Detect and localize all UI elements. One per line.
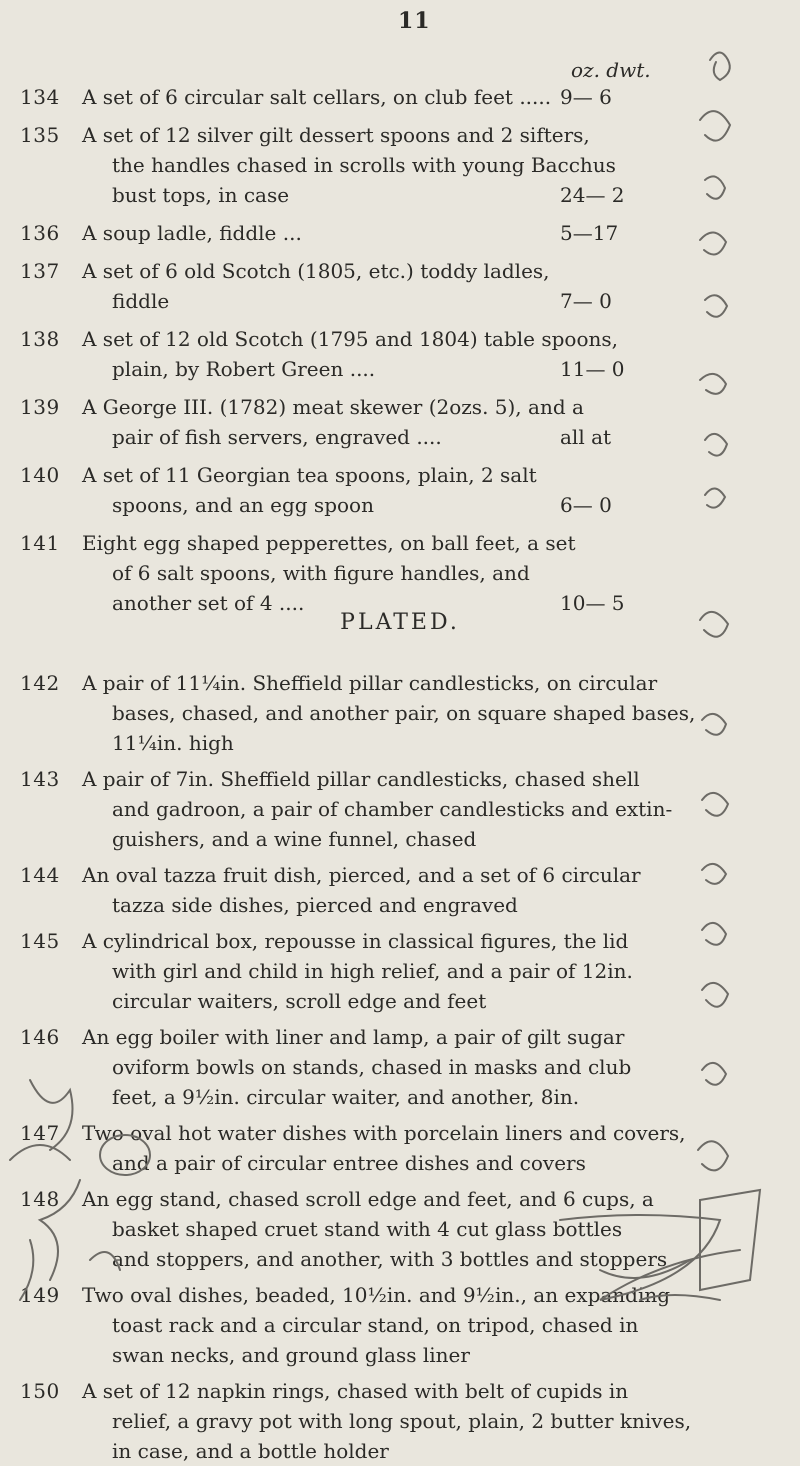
lot-description-line: of 6 salt spoons, with figure handles, and [112, 561, 530, 585]
lot-description [82, 926, 682, 1016]
lot-description-line: the handles chased in scrolls with young Bacchus [112, 153, 616, 177]
lot-weight: 24— 2 [560, 183, 625, 207]
lot-description-line: bust tops, in case [112, 183, 290, 207]
lot-description-line: A set of 12 napkin rings, chased with belt of cupids in [82, 1379, 629, 1403]
lot-description-line: A George III. (1782) meat skewer (2ozs. 5), and a [82, 395, 584, 419]
lot-description-line: bases, chased, and another pair, on square shaped bases, [112, 701, 696, 725]
lot-weight: 7— 0 [560, 289, 612, 313]
lot-description [82, 1022, 682, 1112]
lot-description-line: feet, a 9½in. circular waiter, and another, 8in. [112, 1085, 580, 1109]
lot-description-line: and stoppers, and another, with 3 bottles and stoppers [112, 1247, 668, 1271]
lot-description-line: A cylindrical box, repousse in classical figures, the lid [82, 929, 629, 953]
lot-number: 139 [20, 395, 60, 419]
lot-description-line: A pair of 7in. Sheffield pillar candlesticks, chased shell [82, 767, 640, 791]
lot-weight: 6— 0 [560, 493, 612, 517]
lot-description-line: A set of 12 old Scotch (1795 and 1804) table spoons, [82, 327, 619, 351]
lot-weight: 9— 6 [560, 85, 612, 109]
lot-number: 149 [20, 1283, 60, 1307]
lot-description-line: A set of 6 circular salt cellars, on club feet ..... [82, 85, 552, 109]
lot-number: 144 [20, 863, 60, 887]
lot-description [82, 1280, 682, 1370]
lot-description-line: tazza side dishes, pierced and engraved [112, 893, 518, 917]
lot-number: 143 [20, 767, 60, 791]
lot-description-line: An oval tazza fruit dish, pierced, and a set of 6 circular [82, 863, 641, 887]
lot-description [82, 1184, 682, 1274]
lot-description [82, 1376, 692, 1466]
lot-description-line: Eight egg shaped pepperettes, on ball feet, a set [82, 531, 576, 555]
lot-description-line: A set of 6 old Scotch (1805, etc.) toddy ladles, [82, 259, 550, 283]
lot-description-line: A soup ladle, fiddle ... [82, 221, 302, 245]
lot-number: 146 [20, 1025, 60, 1049]
lot-description-line: basket shaped cruet stand with 4 cut glass bottles [112, 1217, 623, 1241]
lot-description-line: A set of 11 Georgian tea spoons, plain, 2 salt [82, 463, 537, 487]
lot-number: 148 [20, 1187, 60, 1211]
page-number: 11 [398, 8, 431, 34]
lot-number: 142 [20, 671, 60, 695]
lot-number: 136 [20, 221, 60, 245]
lot-description [82, 668, 696, 758]
lot-weight: 10— 5 [560, 591, 625, 615]
lot-number: 150 [20, 1379, 60, 1403]
section-title: PLATED. [340, 610, 460, 635]
lot-description-line: swan necks, and ground glass liner [112, 1343, 470, 1367]
lot-description-line: circular waiters, scroll edge and feet [112, 989, 487, 1013]
lot-number: 135 [20, 123, 60, 147]
lot-number: 138 [20, 327, 60, 351]
lot-description-line: spoons, and an egg spoon [112, 493, 374, 517]
lot-description-line: pair of fish servers, engraved .... [112, 425, 442, 449]
lot-description-line: plain, by Robert Green .... [112, 357, 376, 381]
lot-description-line: fiddle [112, 289, 170, 313]
lot-description-line: another set of 4 .... [112, 591, 305, 615]
lot-description-line: Two oval dishes, beaded, 10½in. and 9½in., an expanding [82, 1283, 671, 1307]
lot-description-line: 11¼in. high [112, 731, 234, 755]
lot-description-line: Two oval hot water dishes with porcelain liners and covers, [82, 1121, 686, 1145]
lot-description-line: A pair of 11¼in. Sheffield pillar candlesticks, on circular [82, 671, 658, 695]
lot-description [82, 1118, 686, 1178]
unit-header: oz. dwt. [571, 58, 651, 82]
lot-number: 145 [20, 929, 60, 953]
lot-description-line: in case, and a bottle holder [112, 1439, 389, 1463]
lot-description-line: and gadroon, a pair of chamber candlesticks and extin- [112, 797, 673, 821]
lot-weight: 11— 0 [560, 357, 625, 381]
lot-description-line: and a pair of circular entree dishes and covers [112, 1151, 586, 1175]
lot-number: 140 [20, 463, 60, 487]
lot-number: 137 [20, 259, 60, 283]
lot-description-line: An egg stand, chased scroll edge and feet, and 6 cups, a [82, 1187, 654, 1211]
lot-description-line: toast rack and a circular stand, on tripod, chased in [112, 1313, 639, 1337]
lot-description-line: oviform bowls on stands, chased in masks and club [112, 1055, 632, 1079]
lot-description [82, 860, 682, 920]
lot-description-line: guishers, and a wine funnel, chased [112, 827, 477, 851]
lot-number: 147 [20, 1121, 60, 1145]
lot-description-line: relief, a gravy pot with long spout, plain, 2 butter knives, [112, 1409, 692, 1433]
pencil-annotations-margin [680, 40, 800, 1300]
lot-weight: 5—17 [560, 221, 619, 245]
lot-description [82, 764, 682, 854]
lot-description-line: with girl and child in high relief, and a pair of 12in. [112, 959, 633, 983]
lot-number: 141 [20, 531, 60, 555]
lot-description-line: A set of 12 silver gilt dessert spoons and 2 sifters, [82, 123, 590, 147]
lot-description-line: An egg boiler with liner and lamp, a pair of gilt sugar [82, 1025, 625, 1049]
lot-weight: all at [560, 425, 612, 449]
lot-number: 134 [20, 85, 60, 109]
